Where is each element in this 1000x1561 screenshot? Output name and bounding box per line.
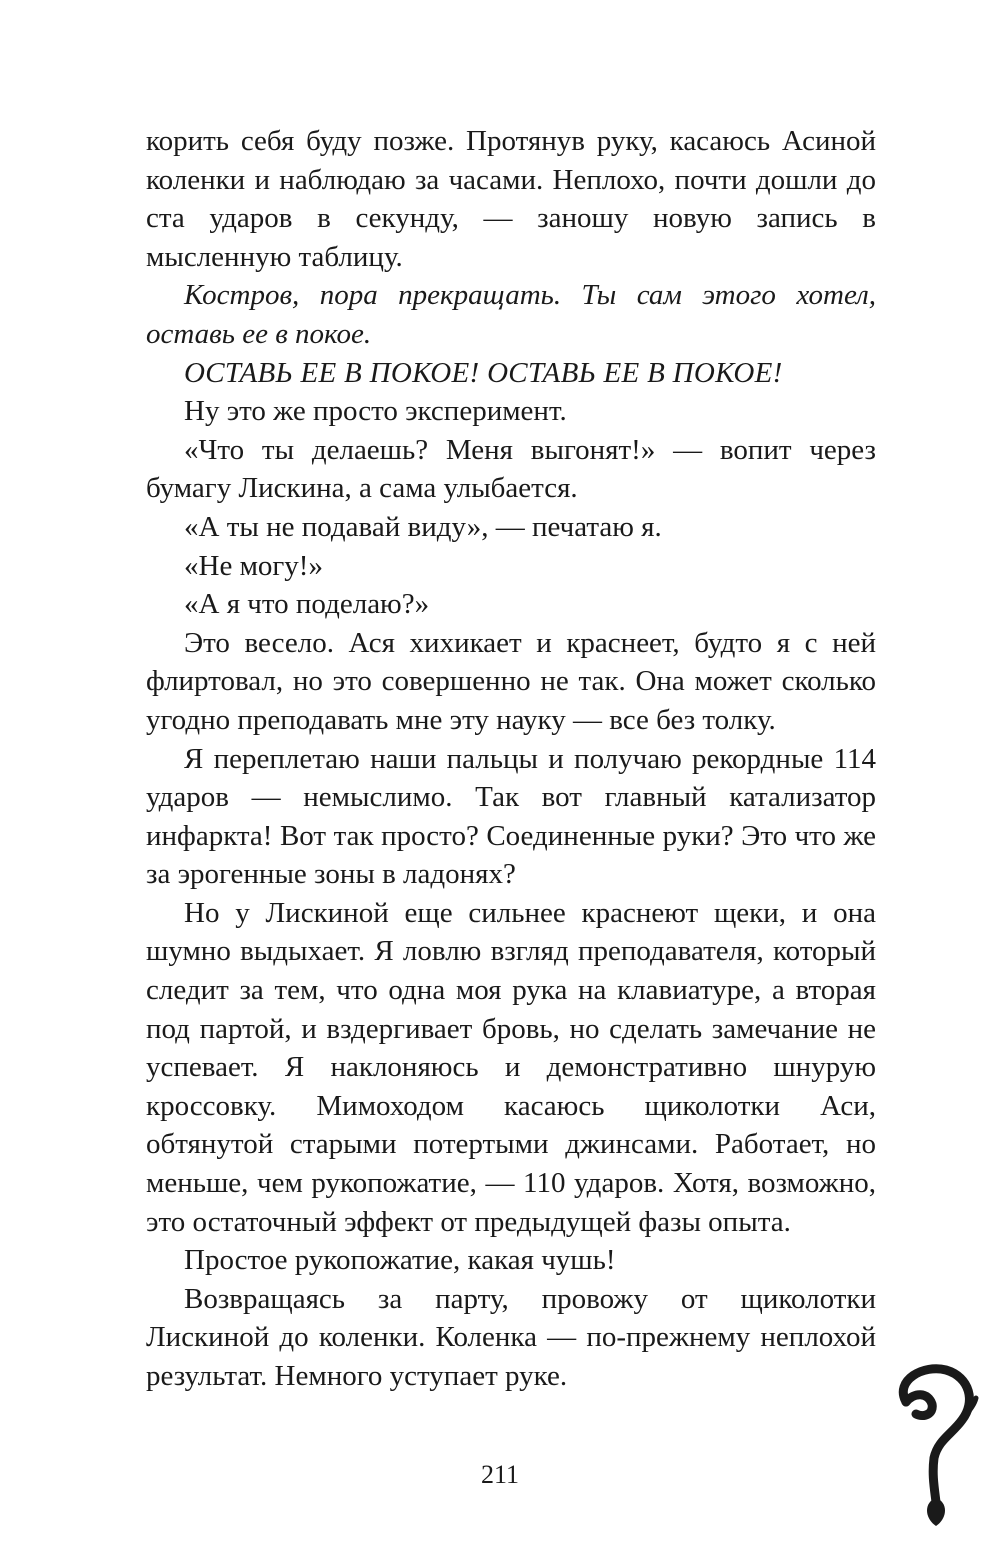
paragraph: Я переплетаю наши пальцы и получаю рекордные 114 ударов — немыслимо. Так вот главный катализатор инфаркта! Вот так просто? Соединенные руки? Это что же за эрогенные зоны в ладонях?: [146, 742, 876, 891]
paragraph: Ну это же просто эксперимент.: [184, 395, 567, 428]
paragraph: «Что ты делаешь? Меня выгонят!» — вопит через бумагу Лискина, а сама улыбается.: [146, 433, 876, 505]
paragraph: «А ты не подавай виду», — печатаю я.: [184, 510, 662, 543]
paragraph: «А я что поделаю?»: [184, 588, 430, 621]
page-text: [146, 122, 876, 1396]
paragraph-italic: Костров, пора прекращать. Ты сам этого хотел, оставь ее в покое.: [146, 279, 876, 350]
paragraph: «Не могу!»: [184, 549, 323, 582]
paragraph: Возвращаясь за парту, провожу от щиколотки Лискиной до коленки. Коленка — по-прежнему неплохой результат. Немного уступает руке.: [146, 1282, 876, 1392]
paragraph-italic-caps: ОСТАВЬ ЕЕ В ПОКОЕ! ОСТАВЬ ЕЕ В ПОКОЕ!: [184, 356, 783, 389]
paragraph: Но у Лискиной еще сильнее краснеют щеки, и она шумно выдыхает. Я ловлю взгляд преподавателя, который следит за тем, что одна моя рука на клавиатуре, а вторая под партой, и вздергивает бровь, но сделать замечание не успевает. Я наклоняюсь и демонстративно шнурую кроссовку. Мимоходом касаюсь щиколотки Аси, обтянутой старыми потертыми джинсами. Работает, но меньше, чем рукопожатие, — 110 ударов. Хотя, возможно, это остаточный эффект от предыдущей фазы опыта.: [146, 896, 876, 1238]
paragraph: корить себя буду позже. Протянув руку, касаюсь Асиной коленки и наблюдаю за часами. Неплохо, почти дошли до ста ударов в секунду, — заношу новую запись в мысленную таблицу.: [146, 125, 876, 273]
question-mark-ornament-icon: [884, 1362, 980, 1532]
paragraph: Простое рукопожатие, какая чушь!: [184, 1244, 616, 1277]
paragraph: Это весело. Ася хихикает и краснеет, будто я с ней флиртовал, но это совершенно не так. Она может сколько угодно преподавать мне эту науку — все без толку.: [146, 626, 876, 736]
page-number: 211: [480, 1460, 520, 1489]
